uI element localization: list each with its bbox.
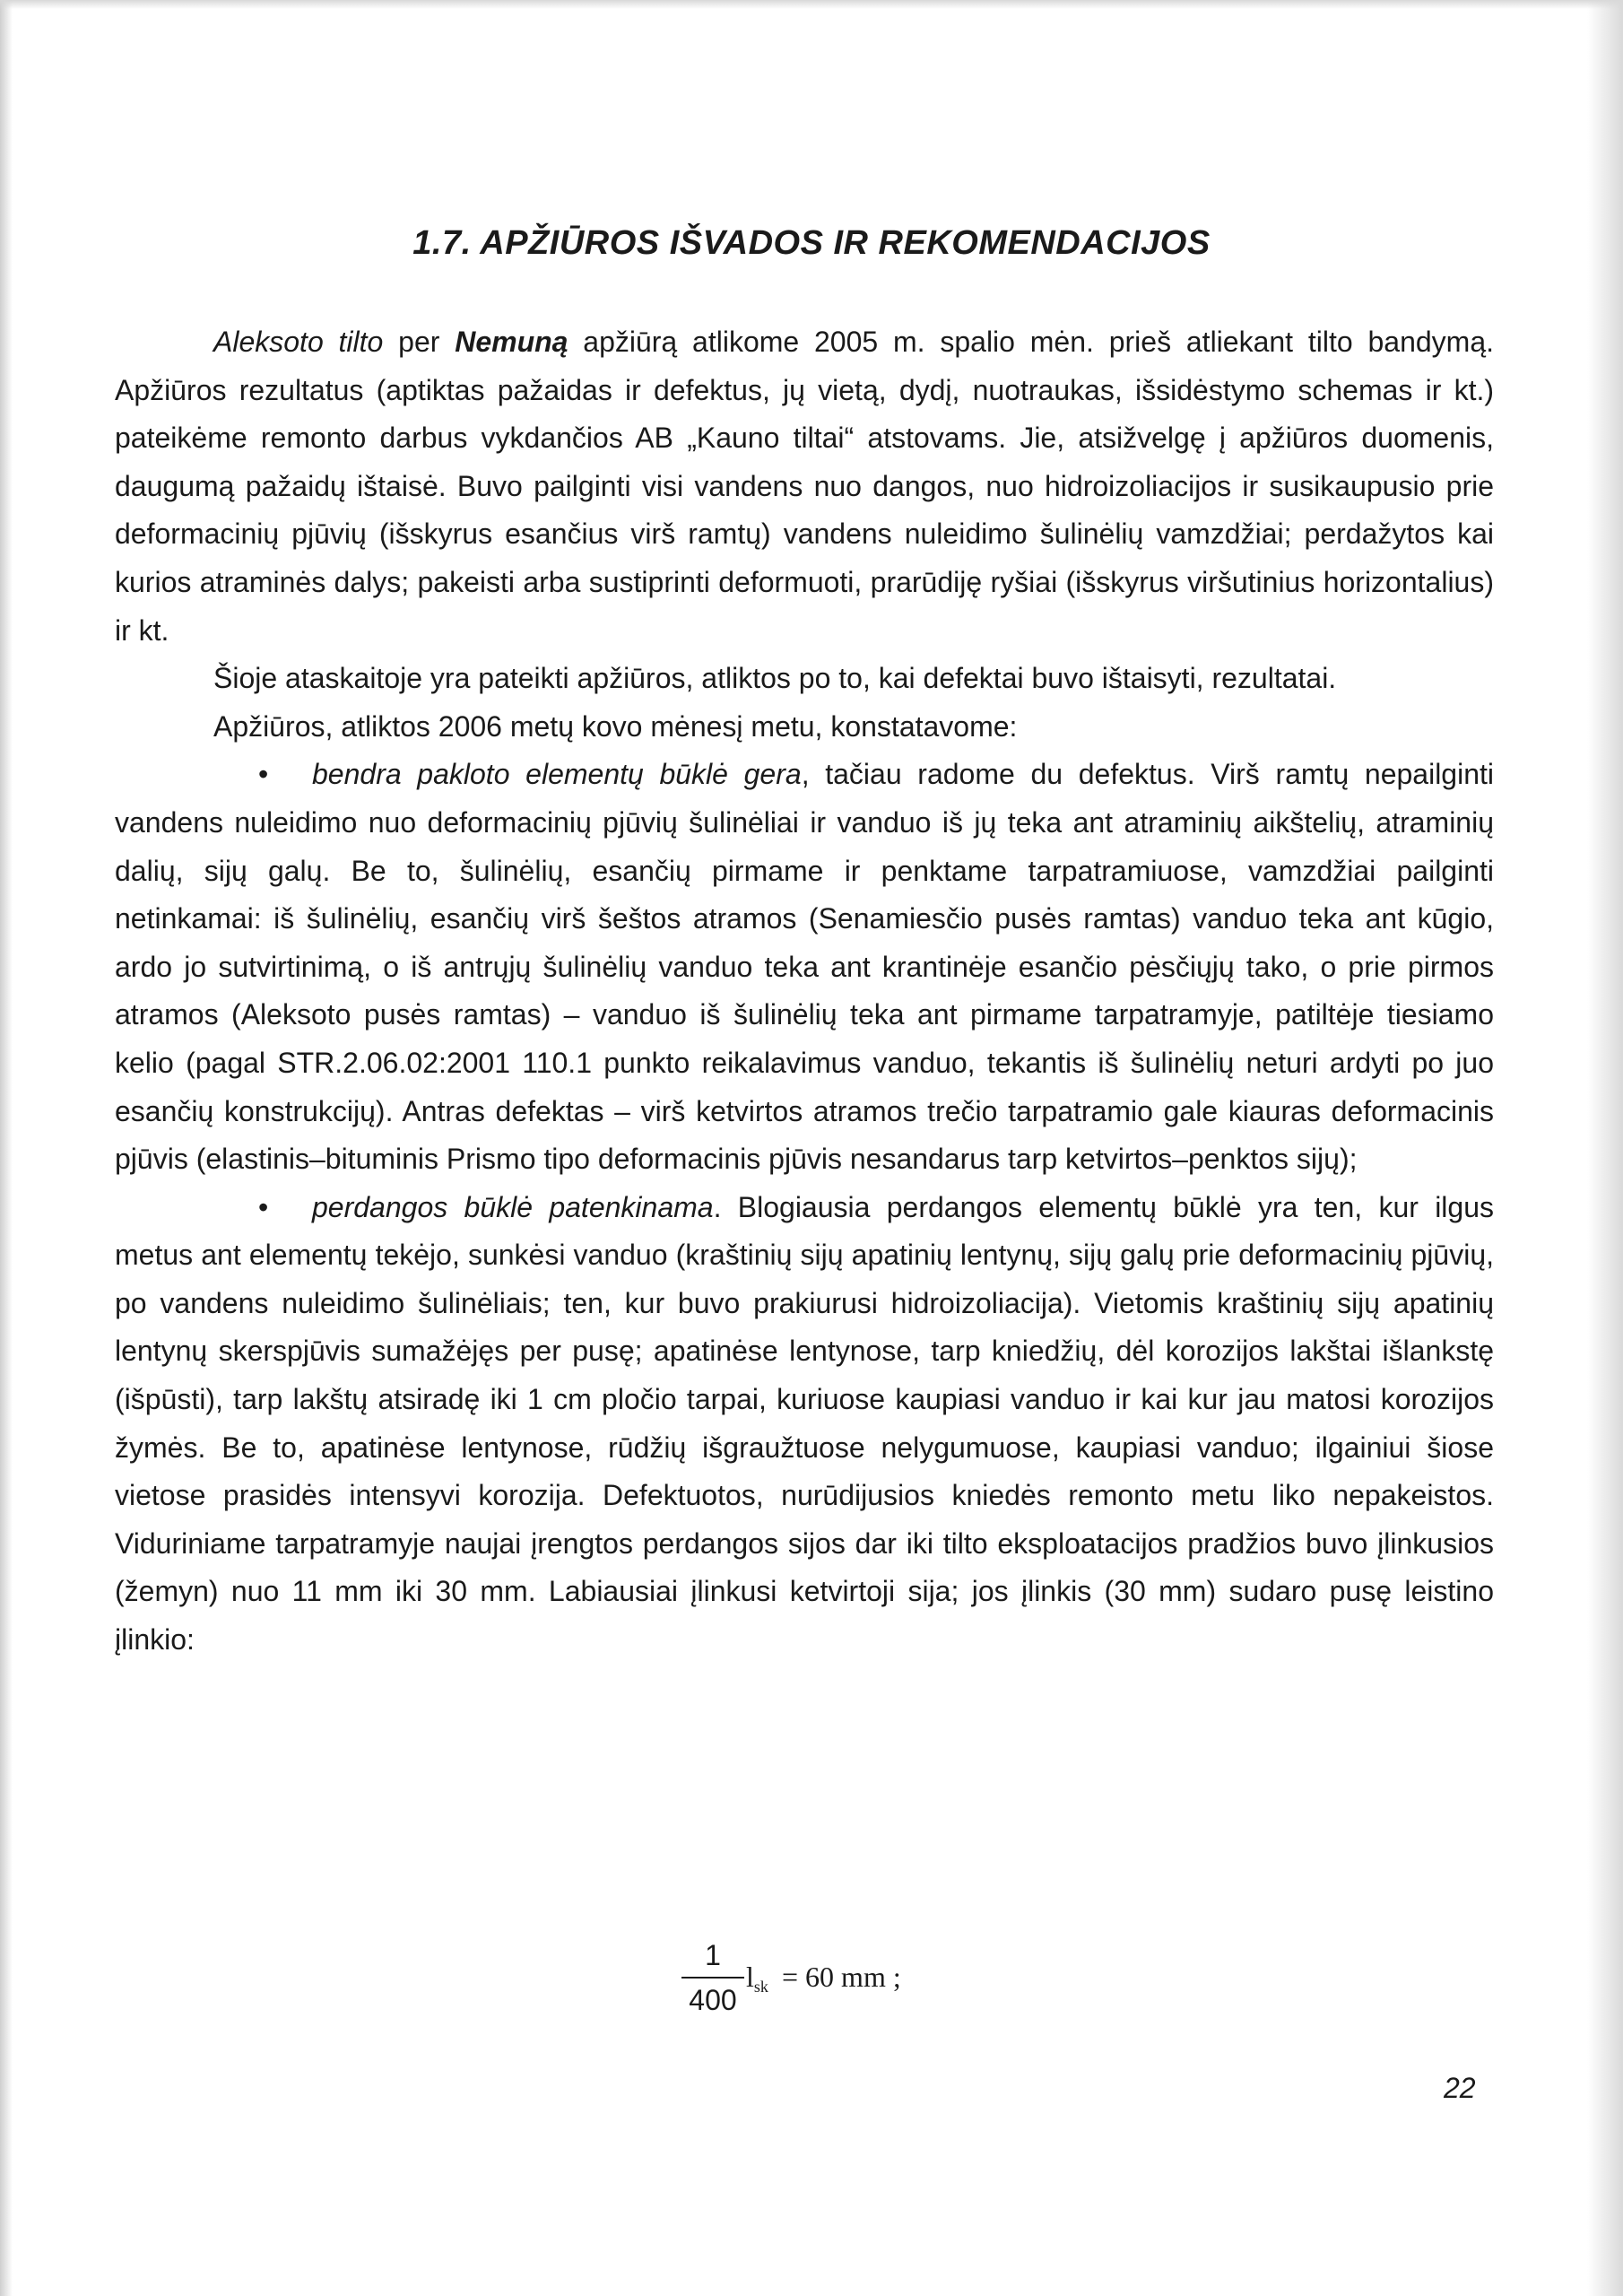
scan-edge-top bbox=[0, 0, 1623, 9]
page-number: 22 bbox=[1444, 2072, 1476, 2104]
bullet-item-1 bbox=[115, 751, 1494, 1183]
formula-variable bbox=[746, 1961, 768, 1996]
bullet-1-lead: bendra pakloto elementų būklė gera bbox=[312, 758, 802, 791]
paragraph-3: Apžiūros, atliktos 2006 metų kovo mėnesį metu, konstatavome: bbox=[213, 709, 1018, 743]
section-heading: 1.7. APŽIŪROS IŠVADOS IR REKOMENDACIJOS bbox=[412, 224, 1211, 262]
formula-subscript: sk bbox=[753, 1978, 768, 1996]
bridge-name: Aleksoto tilto bbox=[213, 326, 384, 358]
bullet-icon: • bbox=[258, 758, 269, 791]
bullet-2-lead: perdangos būklė patenkinama bbox=[312, 1190, 714, 1223]
formula-denominator: 400 bbox=[689, 1984, 737, 2016]
bullet-icon: • bbox=[258, 1190, 269, 1223]
bullet-2-text: . Blogiausia perdangos elementų būklė yra ten, kur ilgus metus ant elementų tekėjo, sunkėsi vanduo (kraštinių sijų apatinių lentynų, sijų galų prie deformacinių pjūvių, po vandens nuleidimo šulinėliais; ten, kur buvo prakiurusi hidroizoliacija). Vietomis kraštinių sijų apatinių lentynų skerspjūvis sumažėjęs per pusę; apatinėse lentynose, tarp kniedžių, dėl korozijos lakštai išlankstę (išpūsti), tarp lakštų atsiradę iki 1 cm pločio tarpai, kuriuose kaupiasi vanduo ir kai kur jau matosi korozijos žymės. Be to, apatinėse lentynose, rūdžių išgraužtuose nelygumuose, kaupiasi vanduo; ilgainiui šiose vietose prasidės intensyvi korozija. Defektuotos, nurūdijusios kniedės remonto metu liko nepakeistos. Viduriniame tarpatramyje naujai įrengtos perdangos sijos dar iki tilto eksploatacijos pradžios buvo įlinkusios (žemyn) nuo 11 mm iki 30 mm. Labiausiai įlinkusi ketvirtoji sija; jos įlinkis (30 mm) sudaro pusę leistino įlinkio: bbox=[115, 1190, 1495, 1657]
paragraph-1 bbox=[115, 318, 1494, 655]
formula-result: = 60 mm ; bbox=[782, 1961, 901, 1993]
scan-edge-right bbox=[1587, 0, 1623, 2296]
word-per: per bbox=[383, 326, 456, 358]
bullet-1-text: , tačiau radome du defektus. Virš ramtų nepailginti vandens nuleidimo nuo deformacinių pjūvių šulinėliai ir vanduo iš jų teka ant atraminių aikštelių, atraminių dalių, sijų galų. Be to, šulinėlių, esančių pirmame ir penktame tarpatramiuose, vamzdžiai pailginti netinkamai: iš šulinėlių, esančių virš šeštos atramos (Senamiesčio pusės ramtas) vanduo teka ant kūgio, ardo jo sutvirtinimą, o iš antrųjų šulinėlių vanduo teka ant krantinėje esančio pėsčiųjų tako, o prie pirmos atramos (Aleksoto pusės ramtas) – vanduo iš šulinėlių teka ant pirmame tarpatramyje, patiltėje tiesiamo kelio (pagal STR.2.06.02:2001 110.1 punkto reikalavimus vanduo, tekantis iš šulinėlių neturi ardyti po juo esančių konstrukcijų). Antras defektas – virš ketvirtos atramos trečio tarpatramio gale kiauras deformacinis pjūvis (elastinis–bituminis Prismo tipo deformacinis pjūvis nesandarus tarp ketvirtos–penktos sijų); bbox=[115, 758, 1495, 1176]
formula-variable-letter: l bbox=[746, 1961, 754, 1993]
formula-numerator: 1 bbox=[705, 1939, 721, 1971]
bullet-item-2 bbox=[115, 1184, 1494, 1665]
paragraph-2: Šioje ataskaitoje yra pateikti apžiūros, atliktos po to, kai defektai buvo ištaisyti, rezultatai. bbox=[213, 662, 1337, 695]
deflection-formula bbox=[673, 1937, 1031, 2045]
fraction-bar bbox=[681, 1977, 744, 1979]
paragraph-1-text: apžiūrą atlikome 2005 m. spalio mėn. prieš atliekant tilto bandymą. Apžiūros rezultatus (aptiktas pažaidas ir defektus, jų vietą, dydį, nuotraukas, išsidėstymo schemas ir kt.) pateikėme remonto darbus vykdančios AB „Kauno tiltai“ atstovams. Jie, atsižvelgę į apžiūros duomenis, daugumą pažaidų ištaisė. Buvo pailginti visi vandens nuo dangos, nuo hidroizoliacijos ir susikaupusio prie deformacinių pjūvių (išskyrus esančius virš ramtų) vandens nuleidimo šulinėlių vamzdžiai; perdažytos kai kurios atraminės dalys; pakeisti arba sustiprinti deformuoti, prarūdiję ryšiai (išskyrus viršutinius horizontalius) ir kt. bbox=[115, 326, 1495, 647]
formula-fraction bbox=[681, 1937, 744, 2018]
river-name: Nemuną bbox=[455, 326, 568, 358]
body-text bbox=[115, 318, 1494, 1665]
scan-edge-left bbox=[0, 0, 13, 2296]
